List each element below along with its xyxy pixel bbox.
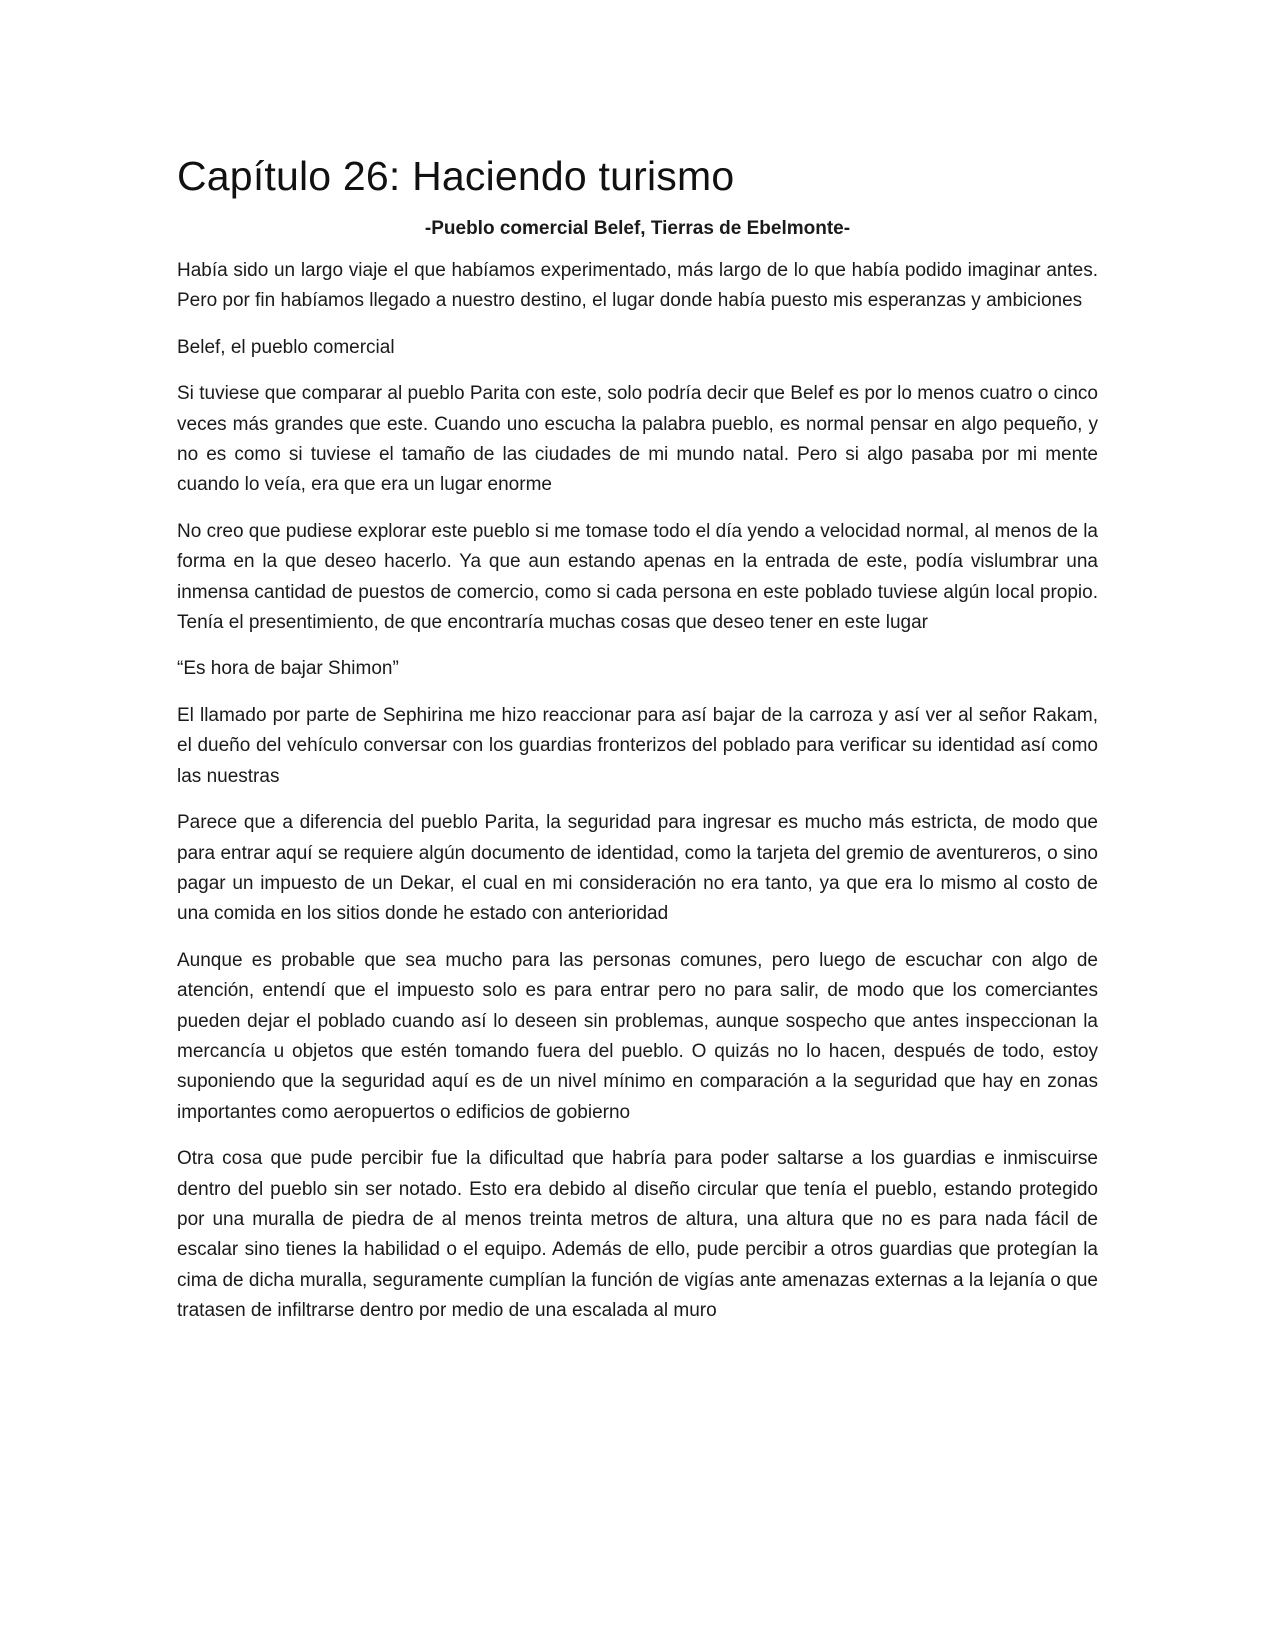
chapter-title: Capítulo 26: Haciendo turismo xyxy=(177,153,735,199)
location-subtitle: -Pueblo comercial Belef, Tierras de Ebelmonte- xyxy=(424,218,851,239)
paragraph-1: Había sido un largo viaje el que habíamos experimentado, más largo de lo que había podido imaginar antes. Pero por fin habíamos llegado a nuestro destino, el lugar donde había puesto mis esperanzas y ambiciones xyxy=(177,260,1098,312)
paragraph-4: No creo que pudiese explorar este pueblo si me tomase todo el día yendo a velocidad normal, al menos de la forma en la que deseo hacerlo. Ya que aun estando apenas en la entrada de este, podía vislumbrar una inmensa cantidad de puestos de comercio, como si cada persona en este poblado tuviese algún local propio. Tenía el presentimiento, de que encontraría muchas cosas que deseo tener en este lugar xyxy=(177,520,1098,634)
paragraph-5: “Es hora de bajar Shimon” xyxy=(177,658,399,680)
paragraph-8: Aunque es probable que sea mucho para las personas comunes, pero luego de escuchar con algo de atención, entendí que el impuesto solo es para entrar pero no para salir, de modo que los comerciantes pueden dejar el poblado cuando así lo deseen sin problemas, aunque sospecho que antes inspeccionan la mercancía u objetos que estén tomando fuera del pueblo. O quizás no lo hacen, después de todo, estoy suponiendo que la seguridad aquí es de un nivel mínimo en comparación a la seguridad que hay en zonas importantes como aeropuertos o edificios de gobierno xyxy=(177,949,1098,1123)
paragraph-9: Otra cosa que pude percibir fue la dificultad que habría para poder saltarse a los guardias e inmiscuirse dentro del pueblo sin ser notado. Esto era debido al diseño circular que tenía el pueblo, estando protegido por una muralla de piedra de al menos treinta metros de altura, una altura que no es para nada fácil de escalar sino tienes la habilidad o el equipo. Además de ello, pude percibir a otros guardias que protegían la cima de dicha muralla, seguramente cumplían la función de vigías ante amenazas externas a la lejanía o que tratasen de infiltrarse dentro por medio de una escalada al muro xyxy=(177,1148,1098,1322)
paragraph-2: Belef, el pueblo comercial xyxy=(177,336,395,358)
paragraph-3: Si tuviese que comparar al pueblo Parita con este, solo podría decir que Belef es por lo menos cuatro o cinco veces más grandes que este. Cuando uno escucha la palabra pueblo, es normal pensar en algo pequeño, y no es como si tuviese el tamaño de las ciudades de mi mundo natal. Pero si algo pasaba por mi mente cuando lo veía, era que era un lugar enorme xyxy=(177,383,1098,496)
paragraph-7: Parece que a diferencia del pueblo Parita, la seguridad para ingresar es mucho más estricta, de modo que para entrar aquí se requiere algún documento de identidad, como la tarjeta del gremio de aventureros, o sino pagar un impuesto de un Dekar, el cual en mi consideración no era tanto, ya que era lo mismo al costo de una comida en los sitios donde he estado con anterioridad xyxy=(177,812,1098,925)
document-page xyxy=(177,150,1098,1343)
paragraph-6: El llamado por parte de Sephirina me hizo reaccionar para así bajar de la carroza y así ver al señor Rakam, el dueño del vehículo conversar con los guardias fronterizos del poblado para verificar su identidad así como las nuestras xyxy=(177,704,1098,787)
